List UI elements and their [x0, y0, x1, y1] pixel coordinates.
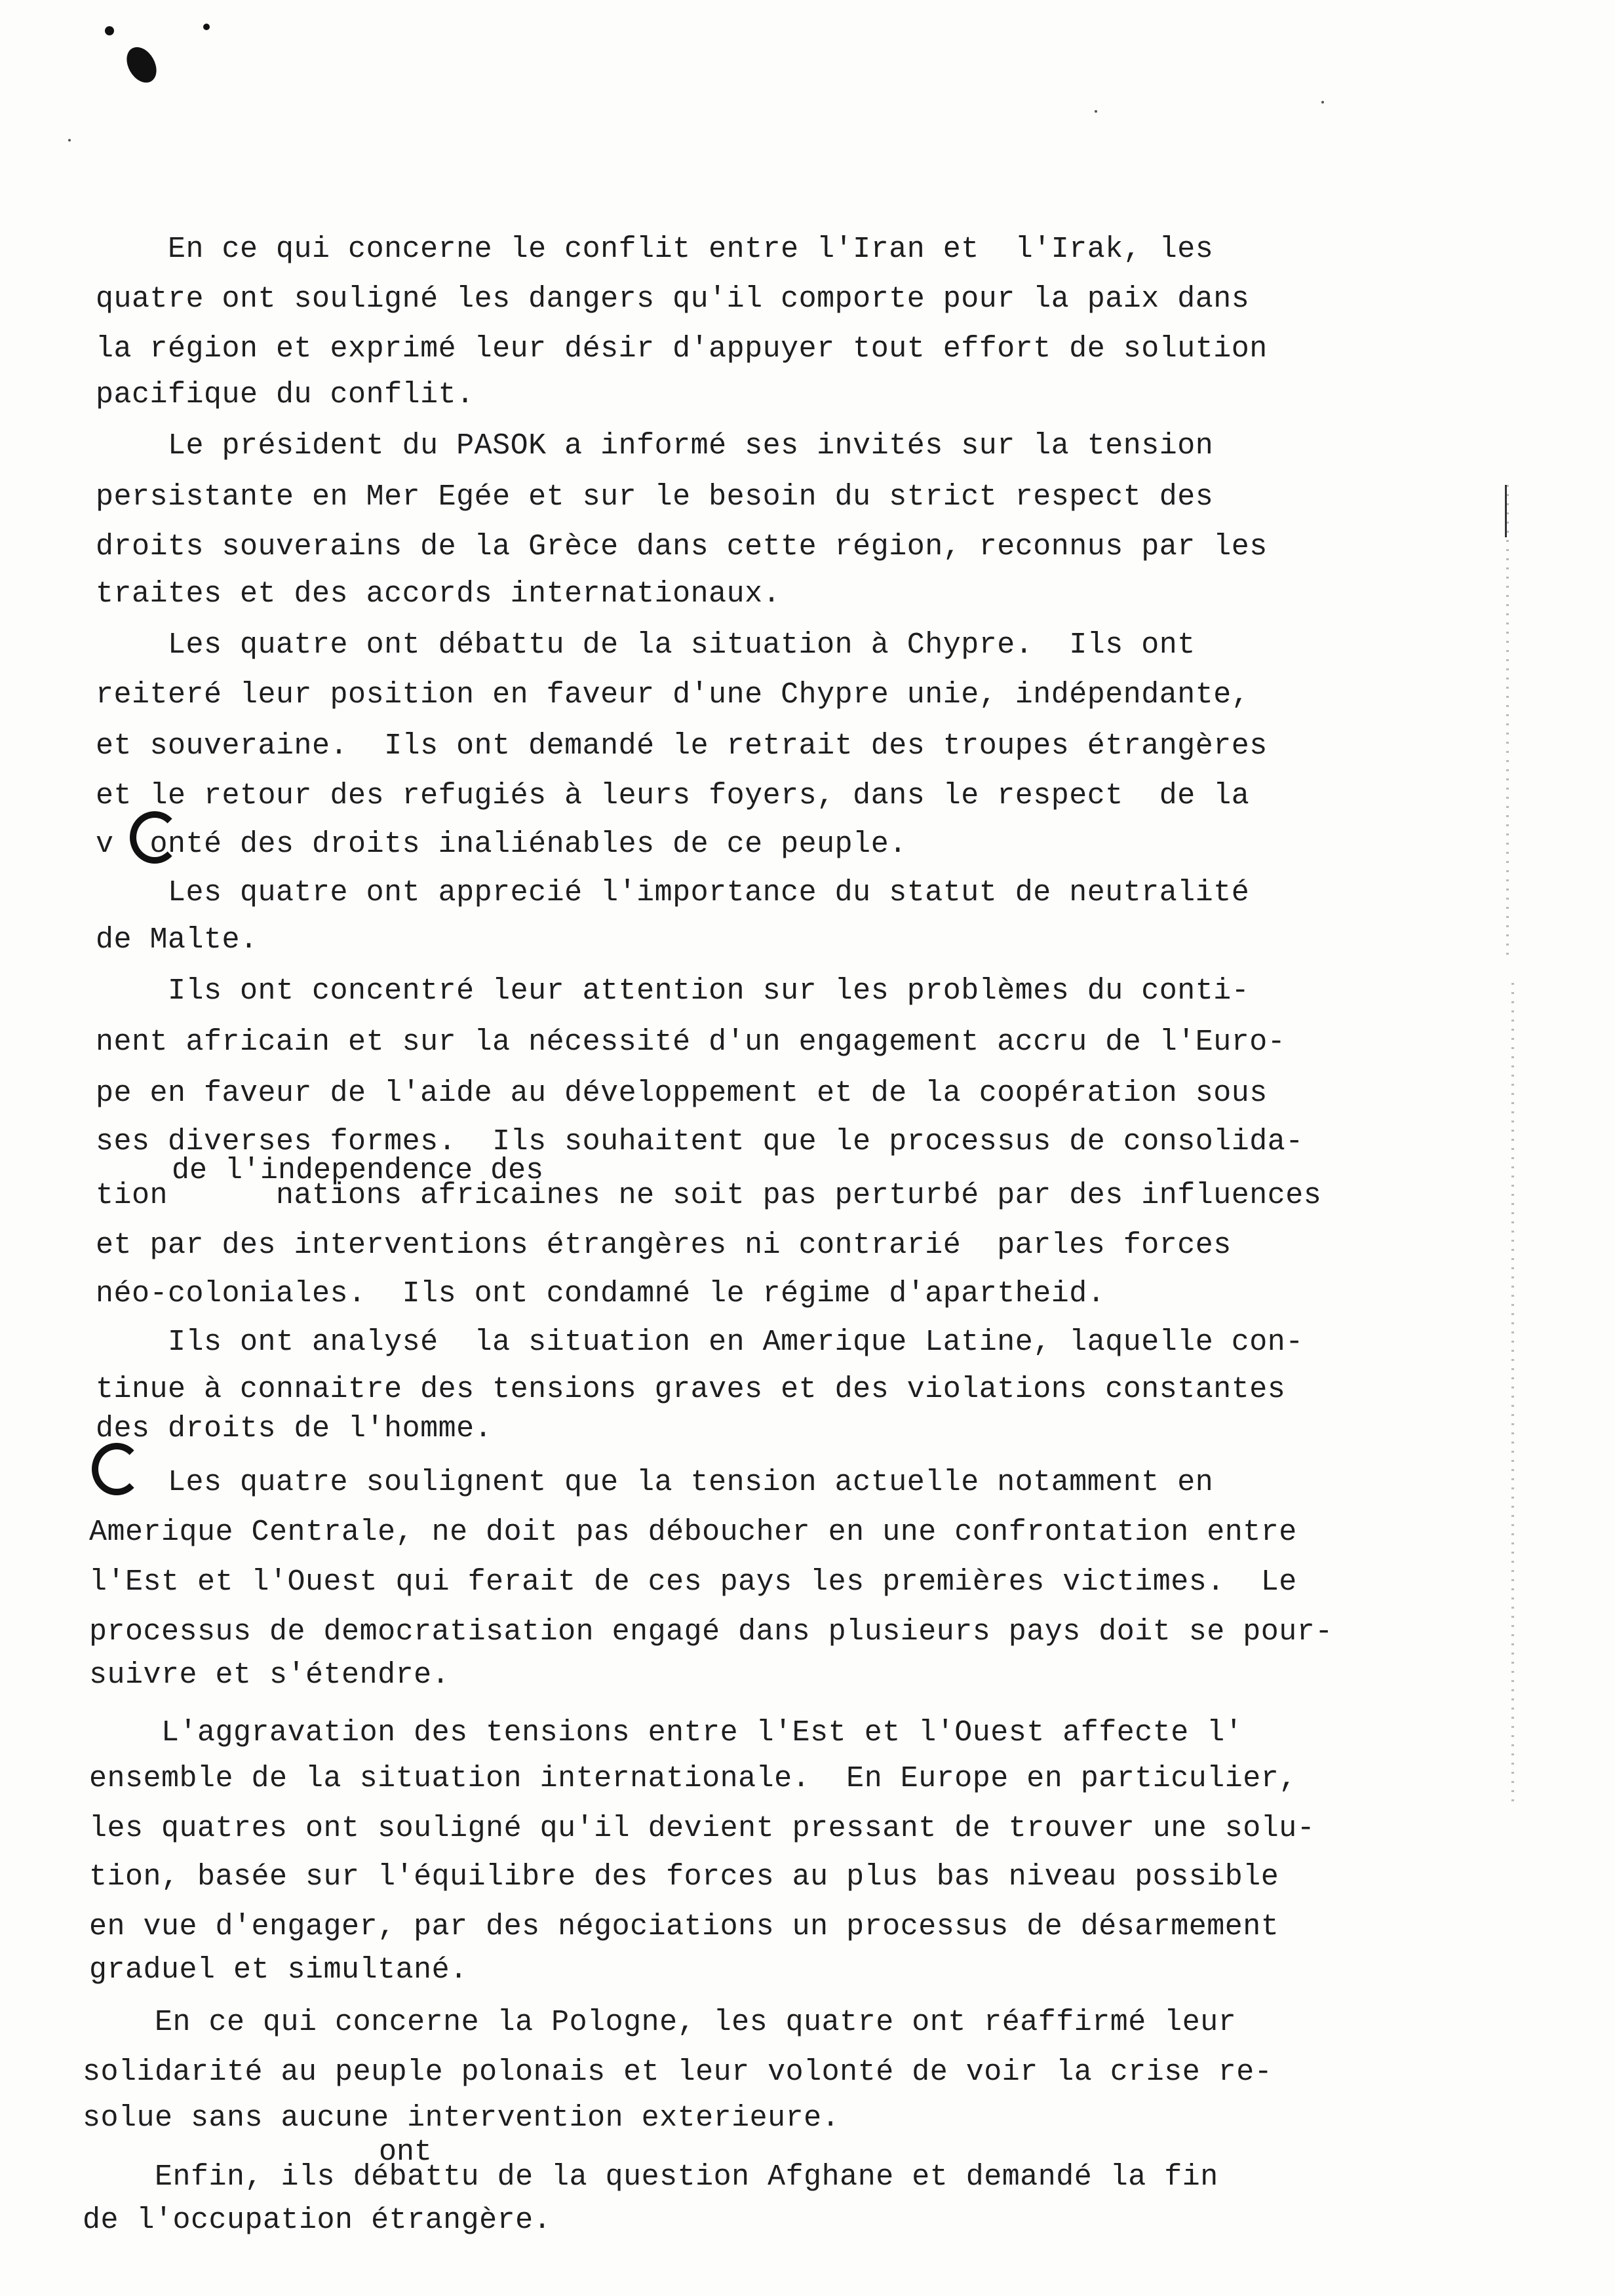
text-line: solue sans aucune intervention exterieure.	[83, 2101, 840, 2135]
text-line: la région et exprimé leur désir d'appuyer tout effort de solution	[96, 332, 1268, 366]
text-line: et souveraine. Ils ont demandé le retrait des troupes étrangères	[96, 729, 1268, 763]
text-line: v onté des droits inaliénables de ce peuple.	[96, 828, 907, 861]
ink-blot	[105, 26, 114, 35]
text-line: Ils ont concentré leur attention sur les problèmes du conti-	[96, 974, 1250, 1008]
text-line: Enfin, ils débattu de la question Afghane et demandé la fin	[83, 2160, 1218, 2194]
text-line: persistante en Mer Egée et sur le besoin du strict respect des	[96, 480, 1214, 514]
text-line: processus de democratisation engagé dans plusieurs pays doit se pour-	[89, 1615, 1333, 1649]
text-line: nent africain et sur la nécessité d'un engagement accru de l'Euro-	[96, 1025, 1286, 1059]
text-line: ses diverses formes. Ils souhaitent que le processus de consolida-	[96, 1125, 1304, 1158]
margin-mark	[1505, 485, 1507, 537]
margin-noise	[1511, 983, 1514, 1808]
text-line: solidarité au peuple polonais et leur volonté de voir la crise re-	[83, 2056, 1273, 2089]
text-line: traites et des accords internationaux.	[96, 577, 781, 611]
text-line: quatre ont souligné les dangers qu'il comporte pour la paix dans	[96, 282, 1250, 316]
text-line: En ce qui concerne le conflit entre l'Iran et l'Irak, les	[96, 233, 1214, 266]
text-line: pe en faveur de l'aide au développement et de la coopération sous	[96, 1077, 1268, 1110]
text-line: l'Est et l'Ouest qui ferait de ces pays les premières victimes. Le	[89, 1565, 1297, 1599]
text-line: ensemble de la situation internationale. En Europe en particulier,	[89, 1762, 1297, 1795]
text-line: tion nations africaines ne soit pas perturbé par des influences	[96, 1179, 1322, 1212]
text-line: En ce qui concerne la Pologne, les quatre ont réaffirmé leur	[83, 2006, 1237, 2039]
text-line: graduel et simultané.	[89, 1953, 468, 1987]
scan-speck	[1321, 101, 1324, 104]
scan-speck	[1095, 110, 1097, 113]
text-line: et le retour des refugiés à leurs foyers, dans le respect de la	[96, 779, 1250, 813]
text-line: de l'occupation étrangère.	[83, 2204, 552, 2237]
text-line: de Malte.	[96, 923, 258, 957]
ink-blot	[121, 42, 163, 88]
text-line: en vue d'engager, par des négociations un processus de désarmement	[89, 1910, 1279, 1943]
ink-dot	[203, 24, 210, 30]
text-line: et par des interventions étrangères ni contrarié parles forces	[96, 1229, 1232, 1262]
text-line: L'aggravation des tensions entre l'Est et l'Ouest affecte l'	[89, 1716, 1243, 1750]
margin-noise	[1506, 485, 1509, 957]
text-line: Les quatre ont débattu de la situation à Chypre. Ils ont	[96, 628, 1196, 662]
text-line: suivre et s'étendre.	[89, 1658, 450, 1692]
text-line: tion, basée sur l'équilibre des forces au plus bas niveau possible	[89, 1860, 1279, 1894]
text-line: reiteré leur position en faveur d'une Chypre unie, indépendante,	[96, 678, 1250, 712]
text-line: Les quatre soulignent que la tension actuelle notamment en	[96, 1466, 1214, 1499]
text-line: Le président du PASOK a informé ses invités sur la tension	[96, 429, 1214, 463]
text-line: pacifique du conflit.	[96, 378, 475, 411]
text-line: Ils ont analysé la situation en Amerique Latine, laquelle con-	[96, 1326, 1304, 1359]
handwritten-insertion: de l'independence des	[172, 1154, 544, 1187]
text-line: Les quatre ont apprecié l'importance du statut de neutralité	[96, 876, 1250, 909]
handwritten-insertion: ont	[379, 2135, 433, 2169]
scan-speck	[68, 139, 71, 142]
text-line: tinue à connaitre des tensions graves et des violations constantes	[96, 1373, 1286, 1406]
text-line: Amerique Centrale, ne doit pas déboucher en une confrontation entre	[89, 1516, 1297, 1549]
text-line: des droits de l'homme.	[96, 1412, 493, 1445]
text-line: néo-coloniales. Ils ont condamné le régime d'apartheid.	[96, 1277, 1106, 1311]
text-line: droits souverains de la Grèce dans cette région, reconnus par les	[96, 530, 1268, 564]
text-line: les quatres ont souligné qu'il devient pressant de trouver une solu-	[89, 1812, 1315, 1845]
